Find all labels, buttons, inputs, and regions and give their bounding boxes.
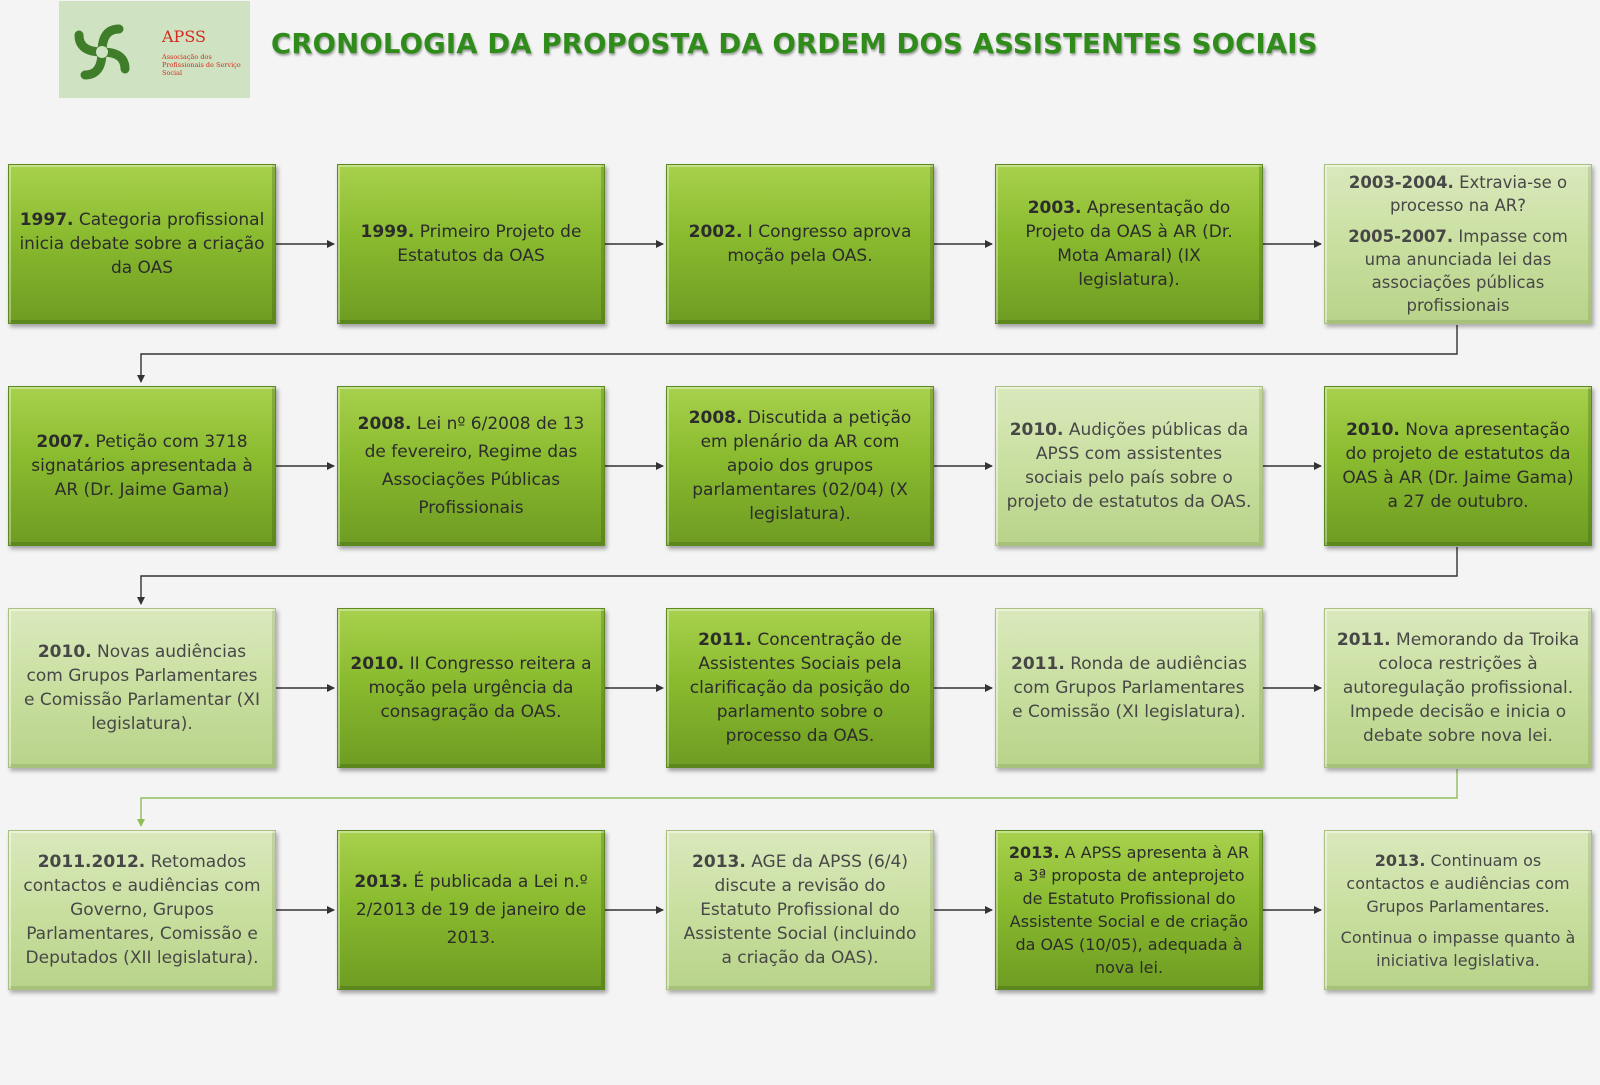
event-text: Categoria profissional inicia debate sobre a criação da OAS bbox=[19, 210, 265, 278]
box-14-para-1 bbox=[1006, 652, 1252, 724]
box-5-para-1 bbox=[1335, 171, 1581, 217]
box-5-para-2 bbox=[1335, 225, 1581, 317]
year-label: 2008. bbox=[688, 408, 743, 428]
year-label: 2011. bbox=[1336, 630, 1391, 650]
event-text: Extravia-se o processo na AR? bbox=[1389, 173, 1568, 215]
year-label: 2003-2004. bbox=[1348, 173, 1454, 192]
timeline-box-15 bbox=[1324, 608, 1592, 768]
box-8-para-1 bbox=[677, 406, 923, 526]
event-text: Audições públicas da APSS com assistentes sociais pelo país sobre o projeto de estatutos da OAS. bbox=[1006, 420, 1252, 512]
year-label: 2011.2012. bbox=[37, 852, 146, 872]
event-text: Ronda de audiências com Grupos Parlamentares e Comissão (XI legislatura). bbox=[1012, 654, 1247, 722]
event-text: AGE da APSS (6/4) discute a revisão do Estatuto Profissional do Assistente Social (incluindo a criação da OAS). bbox=[683, 852, 917, 968]
event-text: Impasse com uma anunciada lei das associações públicas profissionais bbox=[1364, 227, 1568, 315]
event-text: Novas audiências com Grupos Parlamentares e Comissão Parlamentar (XI legislatura). bbox=[24, 642, 260, 734]
timeline-box-13 bbox=[666, 608, 934, 768]
box-18-para-1 bbox=[677, 850, 923, 970]
year-label: 2013. bbox=[1374, 850, 1426, 870]
arrow-b15-b16 bbox=[141, 769, 1457, 826]
box-10-para-1 bbox=[1335, 418, 1581, 514]
timeline-box-10 bbox=[1324, 386, 1592, 546]
timeline-box-1 bbox=[8, 164, 276, 324]
arrow-b10-b11 bbox=[141, 547, 1457, 604]
arrow-b5-b6 bbox=[141, 325, 1457, 382]
year-label: 2010. bbox=[37, 642, 92, 662]
event-text: Continua o impasse quanto à iniciativa legislativa. bbox=[1340, 927, 1576, 970]
timeline-box-12 bbox=[337, 608, 605, 768]
timeline-box-14 bbox=[995, 608, 1263, 768]
box-13-para-1 bbox=[677, 628, 923, 748]
box-4-para-1 bbox=[1006, 196, 1252, 292]
event-text: Discutida a petição em plenário da AR com apoio dos grupos parlamentares (02/04) (X legislatura). bbox=[692, 408, 912, 524]
box-2-para-1 bbox=[348, 220, 594, 268]
timeline-box-16 bbox=[8, 830, 276, 990]
year-label: 2011. bbox=[1011, 654, 1065, 674]
box-19-para-1 bbox=[1002, 841, 1256, 979]
box-20-para-1 bbox=[1335, 849, 1581, 918]
timeline-box-3 bbox=[666, 164, 934, 324]
box-1-para-1 bbox=[19, 208, 265, 280]
timeline-box-6 bbox=[8, 386, 276, 546]
logo-subtitle: Associação dos Profissionais de Serviço Social bbox=[162, 53, 241, 77]
timeline-box-11 bbox=[8, 608, 276, 768]
box-20-para-2 bbox=[1335, 926, 1581, 972]
event-text: II Congresso reitera a moção pela urgência da consagração da OAS. bbox=[368, 654, 592, 722]
event-text: É publicada a Lei n.º 2/2013 de 19 de janeiro de 2013. bbox=[355, 872, 588, 948]
year-label: 1997. bbox=[19, 210, 74, 230]
timeline-box-19 bbox=[995, 830, 1263, 990]
timeline-box-7 bbox=[337, 386, 605, 546]
timeline-box-18 bbox=[666, 830, 934, 990]
year-label: 2005-2007. bbox=[1348, 227, 1454, 246]
box-17-para-1 bbox=[348, 868, 594, 952]
timeline-box-4 bbox=[995, 164, 1263, 324]
year-label: 2002. bbox=[688, 222, 743, 242]
event-text: Concentração de Assistentes Sociais pela clarificação da posição do parlamento sobre o processo da OAS. bbox=[689, 630, 911, 746]
year-label: 2011. bbox=[698, 630, 752, 650]
box-7-para-1 bbox=[348, 410, 594, 522]
event-text: Nova apresentação do projeto de estatutos da OAS à AR (Dr. Jaime Gama) a 27 de outubro. bbox=[1342, 420, 1574, 512]
event-text: Petição com 3718 signatários apresentada à AR (Dr. Jaime Gama) bbox=[31, 432, 253, 500]
year-label: 1999. bbox=[360, 222, 415, 242]
timeline-box-8 bbox=[666, 386, 934, 546]
event-text: Continuam os contactos e audiências com Grupos Parlamentares. bbox=[1346, 850, 1570, 916]
timeline-box-2 bbox=[337, 164, 605, 324]
year-label: 2008. bbox=[357, 414, 412, 434]
year-label: 2010. bbox=[350, 654, 405, 674]
year-label: 2003. bbox=[1027, 198, 1082, 218]
year-label: 2007. bbox=[36, 432, 91, 452]
event-text: Apresentação do Projeto da OAS à AR (Dr. Mota Amaral) (IX legislatura). bbox=[1025, 198, 1233, 290]
box-12-para-1 bbox=[348, 652, 594, 724]
timeline-box-20 bbox=[1324, 830, 1592, 990]
logo-name: APSS bbox=[162, 27, 206, 46]
box-9-para-1 bbox=[1006, 418, 1252, 514]
timeline-box-17 bbox=[337, 830, 605, 990]
year-label: 2013. bbox=[354, 872, 409, 892]
year-label: 2013. bbox=[692, 852, 746, 872]
box-16-para-1 bbox=[19, 850, 265, 970]
page-title: CRONOLOGIA DA PROPOSTA DA ORDEM DOS ASSISTENTES SOCIAIS bbox=[271, 28, 1318, 60]
event-text: Primeiro Projeto de Estatutos da OAS bbox=[397, 222, 582, 266]
event-text: I Congresso aprova moção pela OAS. bbox=[727, 222, 912, 266]
year-label: 2010. bbox=[1346, 420, 1400, 440]
timeline-box-5 bbox=[1324, 164, 1592, 324]
event-text: A APSS apresenta à AR a 3ª proposta de anteprojeto de Estatuto Profissional do Assistente Social e de criação da OAS (10/05), adequada à nova lei. bbox=[1009, 843, 1250, 977]
box-11-para-1 bbox=[19, 640, 265, 736]
box-15-para-1 bbox=[1335, 628, 1581, 748]
box-3-para-1 bbox=[677, 220, 923, 268]
event-text: Lei nº 6/2008 de 13 de fevereiro, Regime das Associações Públicas Profissionais bbox=[364, 414, 585, 518]
event-text: Memorando da Troika coloca restrições à autoregulação profissional. Impede decisão e inicia o debate sobre nova lei. bbox=[1342, 630, 1580, 746]
box-6-para-1 bbox=[19, 430, 265, 502]
timeline-box-9 bbox=[995, 386, 1263, 546]
year-label: 2010. bbox=[1009, 420, 1064, 440]
year-label: 2013. bbox=[1008, 843, 1060, 862]
event-text: Retomados contactos e audiências com Governo, Grupos Parlamentares, Comissão e Deputados (XII legislatura). bbox=[23, 852, 261, 968]
